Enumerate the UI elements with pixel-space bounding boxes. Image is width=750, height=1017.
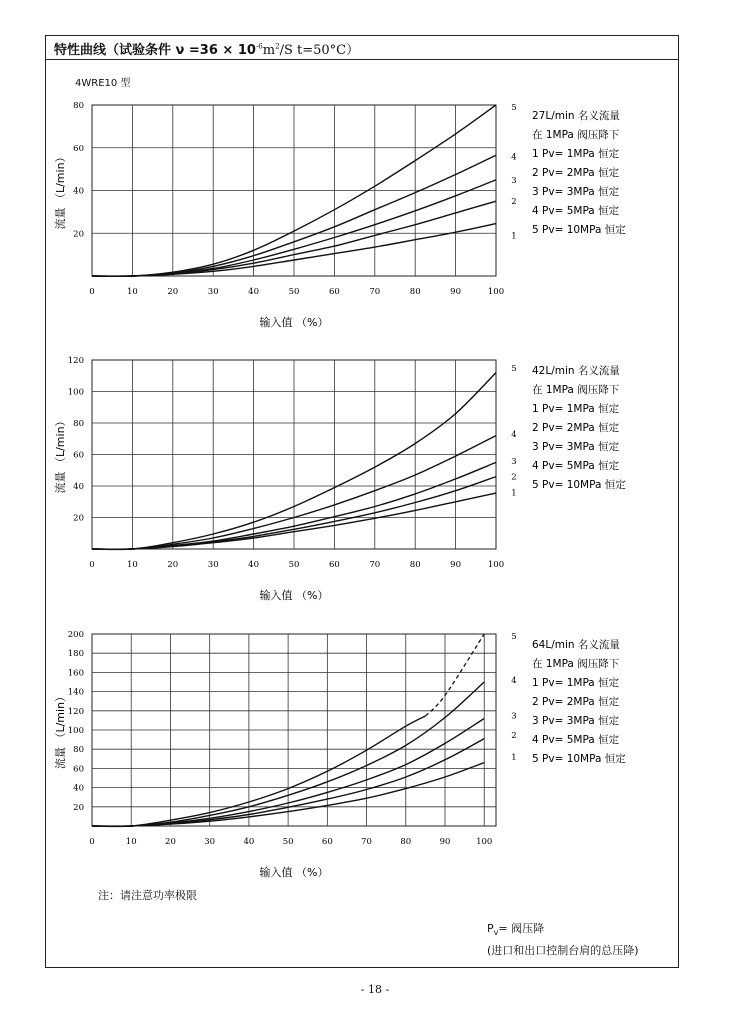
power-limit-note: 注：请注意功率极限 [98, 889, 197, 902]
x-tick-label: 60 [328, 560, 340, 570]
x-tick-label: 0 [89, 560, 95, 570]
legend-entry: 1 Pv= 1MPa 恒定 [532, 403, 620, 415]
legend-entry: 4 Pv= 5MPa 恒定 [532, 460, 620, 472]
pv-subscript: v [493, 928, 499, 938]
y-tick-label: 60 [73, 764, 84, 775]
y-tick-label: 180 [67, 649, 84, 660]
y-tick-label: 100 [67, 387, 84, 398]
legend-entry: 2 Pv= 2MPa 恒定 [532, 696, 620, 708]
curve-label-3: 3 [511, 711, 517, 722]
legend-entry: 1 Pv= 1MPa 恒定 [532, 677, 620, 689]
x-tick-label: 40 [248, 560, 260, 570]
x-tick-label: 90 [439, 837, 451, 847]
y-tick-label: 80 [73, 101, 84, 111]
x-tick-label: 100 [487, 560, 505, 570]
legend-entry: 4 Pv= 5MPa 恒定 [532, 205, 620, 217]
pv-definition: = 阀压降 [498, 922, 545, 935]
x-axis-label: 输入值 （%） [259, 316, 329, 329]
x-tick-label: 70 [369, 287, 381, 297]
x-tick-label: 100 [487, 287, 505, 297]
x-tick-label: 80 [409, 560, 421, 570]
x-tick-label: 40 [243, 837, 255, 847]
model-label: 4WRE10 型 [75, 78, 131, 89]
x-tick-label: 20 [165, 837, 176, 847]
title-unit: m [262, 43, 276, 58]
curve-label-5: 5 [511, 632, 517, 642]
legend-subtitle: 在 1MPa 阀压降下 [532, 658, 620, 670]
legend-entry: 5 Pv= 10MPa 恒定 [532, 479, 626, 491]
legend-entry: 2 Pv= 2MPa 恒定 [532, 167, 620, 179]
x-tick-label: 80 [400, 837, 412, 847]
page-number: - 18 - [360, 983, 390, 996]
legend-title: 27L/min 名义流量 [532, 110, 620, 122]
legend-entry: 2 Pv= 2MPa 恒定 [532, 422, 620, 434]
x-tick-label: 0 [89, 837, 95, 847]
x-tick-label: 90 [450, 287, 462, 297]
x-tick-label: 10 [126, 560, 138, 570]
chart-2 [53, 356, 626, 602]
legend-entry: 4 Pv= 5MPa 恒定 [532, 734, 620, 746]
x-tick-label: 60 [328, 287, 340, 297]
x-tick-label: 50 [288, 560, 300, 570]
title-text: 特性曲线（试验条件 ν =36 × 10 [54, 43, 256, 58]
curve-label-2: 2 [511, 197, 517, 208]
legend-entry: 3 Pv= 3MPa 恒定 [532, 715, 620, 727]
curve-label-3: 3 [511, 175, 517, 186]
y-tick-label: 60 [73, 450, 84, 461]
y-axis-label: 流量 （L/min） [54, 690, 67, 770]
y-tick-label: 20 [73, 802, 84, 813]
curve-label-1: 1 [511, 231, 517, 242]
y-tick-label: 140 [67, 687, 84, 698]
legend-subtitle: 在 1MPa 阀压降下 [532, 384, 620, 396]
y-axis-label: 流量 （L/min） [54, 151, 67, 230]
pv-symbol: P [487, 922, 494, 935]
x-tick-label: 90 [450, 560, 462, 570]
x-tick-label: 30 [207, 560, 219, 570]
y-tick-label: 40 [73, 482, 84, 492]
legend-title: 64L/min 名义流量 [532, 639, 620, 651]
y-tick-label: 80 [73, 419, 84, 429]
y-tick-label: 20 [73, 513, 84, 524]
title-exponent-2: 2 [275, 42, 280, 51]
chart-1 [53, 101, 626, 329]
y-tick-label: 20 [73, 229, 84, 240]
curve-label-4: 4 [511, 676, 517, 687]
x-tick-label: 0 [89, 287, 95, 297]
curve-label-5: 5 [511, 363, 517, 374]
x-axis-label: 输入值 （%） [259, 866, 329, 879]
series-5-dashed-line [425, 634, 484, 716]
legend-entry: 5 Pv= 10MPa 恒定 [532, 753, 626, 765]
x-tick-label: 50 [288, 287, 300, 297]
y-tick-label: 160 [67, 668, 84, 679]
legend-entry: 5 Pv= 10MPa 恒定 [532, 224, 626, 236]
curve-label-1: 1 [511, 488, 517, 499]
curve-label-4: 4 [511, 152, 517, 163]
x-tick-label: 70 [361, 837, 372, 847]
x-tick-label: 100 [476, 837, 493, 847]
curve-label-5: 5 [511, 103, 517, 113]
x-tick-label: 40 [248, 287, 260, 297]
y-axis-label: 流量 （L/min） [54, 415, 67, 494]
curve-label-2: 2 [511, 730, 517, 741]
legend-title: 42L/min 名义流量 [532, 365, 620, 377]
legend-entry: 3 Pv= 3MPa 恒定 [532, 441, 620, 453]
x-tick-label: 80 [409, 287, 421, 297]
y-tick-label: 40 [73, 186, 84, 197]
title-suffix: /S t=50°C） [279, 43, 360, 58]
legend-subtitle: 在 1MPa 阀压降下 [532, 129, 620, 141]
pv-note-line-2: (进口和出口控制台肩的总压降) [487, 944, 639, 958]
chart-3 [53, 630, 626, 879]
y-tick-label: 120 [67, 356, 84, 366]
x-tick-label: 10 [126, 287, 138, 297]
x-tick-label: 30 [204, 837, 216, 847]
curve-label-2: 2 [511, 472, 517, 483]
y-tick-label: 60 [73, 143, 84, 154]
legend-entry: 1 Pv= 1MPa 恒定 [532, 148, 620, 160]
x-tick-label: 70 [369, 560, 381, 570]
title-exponent-1: -6 [255, 42, 263, 51]
y-tick-label: 100 [67, 726, 84, 736]
x-tick-label: 20 [167, 287, 179, 297]
x-tick-label: 10 [125, 837, 137, 847]
x-axis-label: 输入值 （%） [259, 589, 329, 602]
x-tick-label: 20 [167, 560, 179, 570]
y-tick-label: 80 [73, 745, 84, 756]
y-tick-label: 120 [67, 706, 84, 717]
curve-label-3: 3 [511, 456, 517, 467]
legend-entry: 3 Pv= 3MPa 恒定 [532, 186, 620, 198]
x-tick-label: 30 [207, 287, 219, 297]
x-tick-label: 60 [321, 837, 333, 847]
y-tick-label: 40 [73, 783, 84, 794]
curve-label-4: 4 [511, 430, 517, 441]
curve-label-1: 1 [511, 752, 517, 763]
x-tick-label: 50 [282, 837, 294, 847]
y-tick-label: 200 [67, 630, 84, 640]
